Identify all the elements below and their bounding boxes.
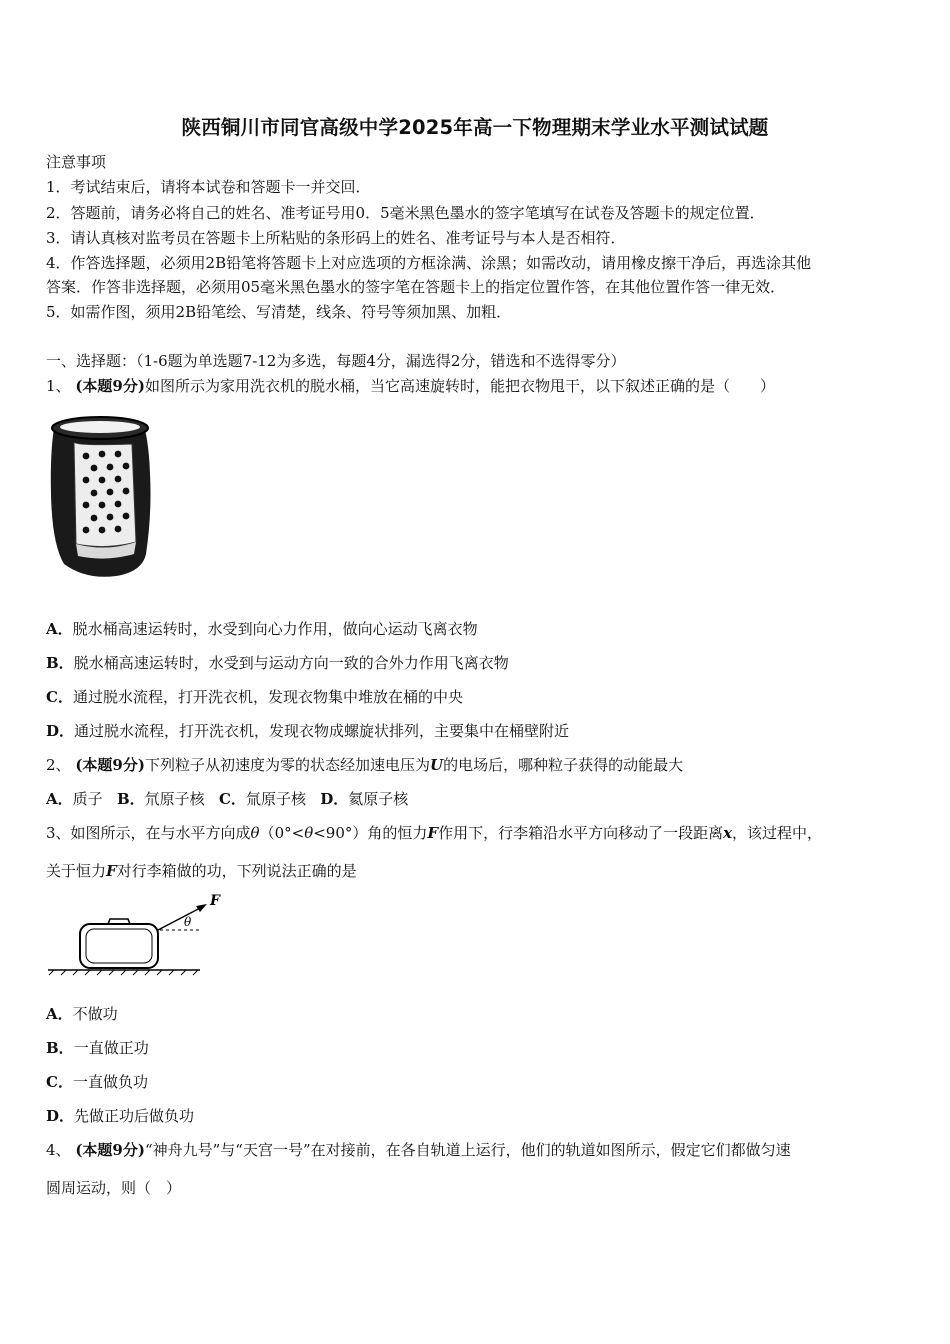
option-label: B． bbox=[116, 790, 145, 808]
option-label: B． bbox=[46, 654, 74, 672]
option-text: 先做正功后做负功 bbox=[74, 1107, 195, 1125]
question-2-tag: (本题9分) bbox=[75, 756, 145, 774]
question-1-option-a bbox=[46, 619, 478, 639]
text: （0°< bbox=[259, 824, 305, 842]
suitcase-body bbox=[80, 924, 158, 968]
force-symbol: F bbox=[106, 862, 117, 880]
option-label: B． bbox=[46, 1039, 74, 1057]
force-symbol: F bbox=[427, 824, 439, 842]
angle-label: θ bbox=[184, 915, 192, 929]
text: 3、如图所示，在与水平方向成 bbox=[46, 824, 251, 842]
notice-item-5: 5．如需作图，须用2B铅笔绘、写清楚，线条、符号等须加黑、加粗． bbox=[46, 303, 512, 321]
text: 作用下，行李箱沿水平方向移动了一段距离 bbox=[438, 824, 724, 842]
question-1-tag: (本题9分) bbox=[75, 377, 145, 395]
option-text: 一直做正功 bbox=[73, 1039, 149, 1057]
force-label: F bbox=[210, 893, 220, 909]
option-label: A． bbox=[46, 1005, 73, 1023]
option-label: D． bbox=[46, 722, 75, 740]
option-label: C． bbox=[218, 790, 246, 808]
notice-item-3: 3．请认真核对监考员在答题卡上所粘贴的条形码上的姓名、准考证号与本人是否相符． bbox=[46, 229, 626, 247]
option-text: 氦原子核 bbox=[348, 790, 409, 808]
section-heading: 一、选择题：（1-6题为单选题7-12为多选，每题4分，漏选得2分，错选和不选得零分） bbox=[46, 352, 626, 370]
question-1-stem bbox=[46, 376, 775, 396]
option-text: 脱水桶高速运转时，水受到与运动方向一致的合外力作用飞离衣物 bbox=[73, 654, 509, 672]
option-text: 不做功 bbox=[72, 1005, 118, 1023]
question-2-options bbox=[46, 789, 408, 809]
question-2-text-b: 的电场后，哪种粒子获得的动能最大 bbox=[443, 756, 684, 774]
question-4-text: “神舟九号”与“天宫一号”在对接前，在各自轨道上运行，他们的轨道如图所示，假定它们都做匀速 bbox=[144, 1141, 791, 1159]
text: 关于恒力 bbox=[46, 862, 107, 880]
question-4-number: 4、 bbox=[46, 1141, 71, 1159]
question-3-stem-line-2 bbox=[46, 861, 357, 881]
force-arrow bbox=[158, 906, 204, 930]
question-4-tag: (本题9分) bbox=[75, 1141, 145, 1159]
question-3-option-a bbox=[46, 1004, 118, 1024]
text: ，该过程中， bbox=[732, 824, 823, 842]
option-text: 一直做负功 bbox=[72, 1073, 148, 1091]
option-text: 通过脱水流程，打开洗衣机，发现衣物集中堆放在桶的中央 bbox=[72, 688, 463, 706]
option-label: D． bbox=[320, 790, 349, 808]
option-label: C． bbox=[46, 688, 73, 706]
voltage-symbol: U bbox=[429, 756, 444, 774]
notice-item-4-cont: 答案．作答非选择题，必须用05毫米黑色墨水的签字笔在答题卡上的指定位置作答，在其他位置作答一律无效． bbox=[46, 278, 786, 296]
question-2-text-a: 下列粒子从初速度为零的状态经加速电压为 bbox=[144, 756, 430, 774]
suitcase-figure bbox=[44, 890, 220, 976]
page-title: 陕西铜川市同官高级中学2025年高一下物理期末学业水平测试试题 bbox=[181, 116, 769, 139]
question-3-option-d bbox=[46, 1106, 194, 1126]
question-1-option-d bbox=[46, 721, 569, 741]
question-1-option-b bbox=[46, 653, 509, 673]
question-1-text: 如图所示为家用洗衣机的脱水桶，当它高速旋转时，能把衣物甩干，以下叙述正确的是（ ） bbox=[144, 377, 775, 395]
question-2-stem bbox=[46, 755, 683, 775]
option-label: A． bbox=[46, 790, 73, 808]
text: 角的恒力 bbox=[367, 824, 428, 842]
option-text: 脱水桶高速运转时，水受到向心力作用，做向心运动飞离衣物 bbox=[72, 620, 478, 638]
notice-item-4: 4．作答选择题，必须用2B铅笔将答题卡上对应选项的方框涂满、涂黑；如需改动，请用橡皮擦干净后，再选涂其他 bbox=[46, 254, 812, 272]
question-2-number: 2、 bbox=[46, 756, 71, 774]
option-label: A． bbox=[46, 620, 73, 638]
notice-heading: 注意事项 bbox=[46, 153, 107, 171]
theta-symbol: θ bbox=[250, 824, 260, 842]
question-1-number: 1、 bbox=[46, 377, 71, 395]
spin-dryer-figure bbox=[46, 414, 156, 582]
distance-symbol: x bbox=[723, 824, 733, 842]
notice-item-2: 2．答题前，请务必将自己的姓名、准考证号用0．5毫米黑色墨水的签字笔填写在试卷及答题卡的规定位置． bbox=[46, 204, 765, 222]
question-3-option-b bbox=[46, 1038, 149, 1058]
question-1-option-c bbox=[46, 687, 463, 707]
option-label: C． bbox=[46, 1073, 73, 1091]
text: 对行李箱做的功，下列说法正确的是 bbox=[116, 862, 357, 880]
option-text: 氚原子核 bbox=[245, 790, 306, 808]
question-3-option-c bbox=[46, 1072, 148, 1092]
option-text: 通过脱水流程，打开洗衣机，发现衣物成螺旋状排列，主要集中在桶壁附近 bbox=[74, 722, 570, 740]
notice-item-1: 1．考试结束后，请将本试卷和答题卡一并交回． bbox=[46, 178, 371, 196]
option-text: 氘原子核 bbox=[144, 790, 205, 808]
option-label: D． bbox=[46, 1107, 75, 1125]
question-4-stem-cont: 圆周运动，则（ ） bbox=[46, 1179, 182, 1197]
theta-symbol: θ bbox=[304, 824, 314, 842]
question-3-stem-line-1 bbox=[46, 823, 822, 843]
text: <90°） bbox=[313, 824, 368, 842]
option-text: 质子 bbox=[72, 790, 103, 808]
question-4-stem bbox=[46, 1140, 791, 1160]
